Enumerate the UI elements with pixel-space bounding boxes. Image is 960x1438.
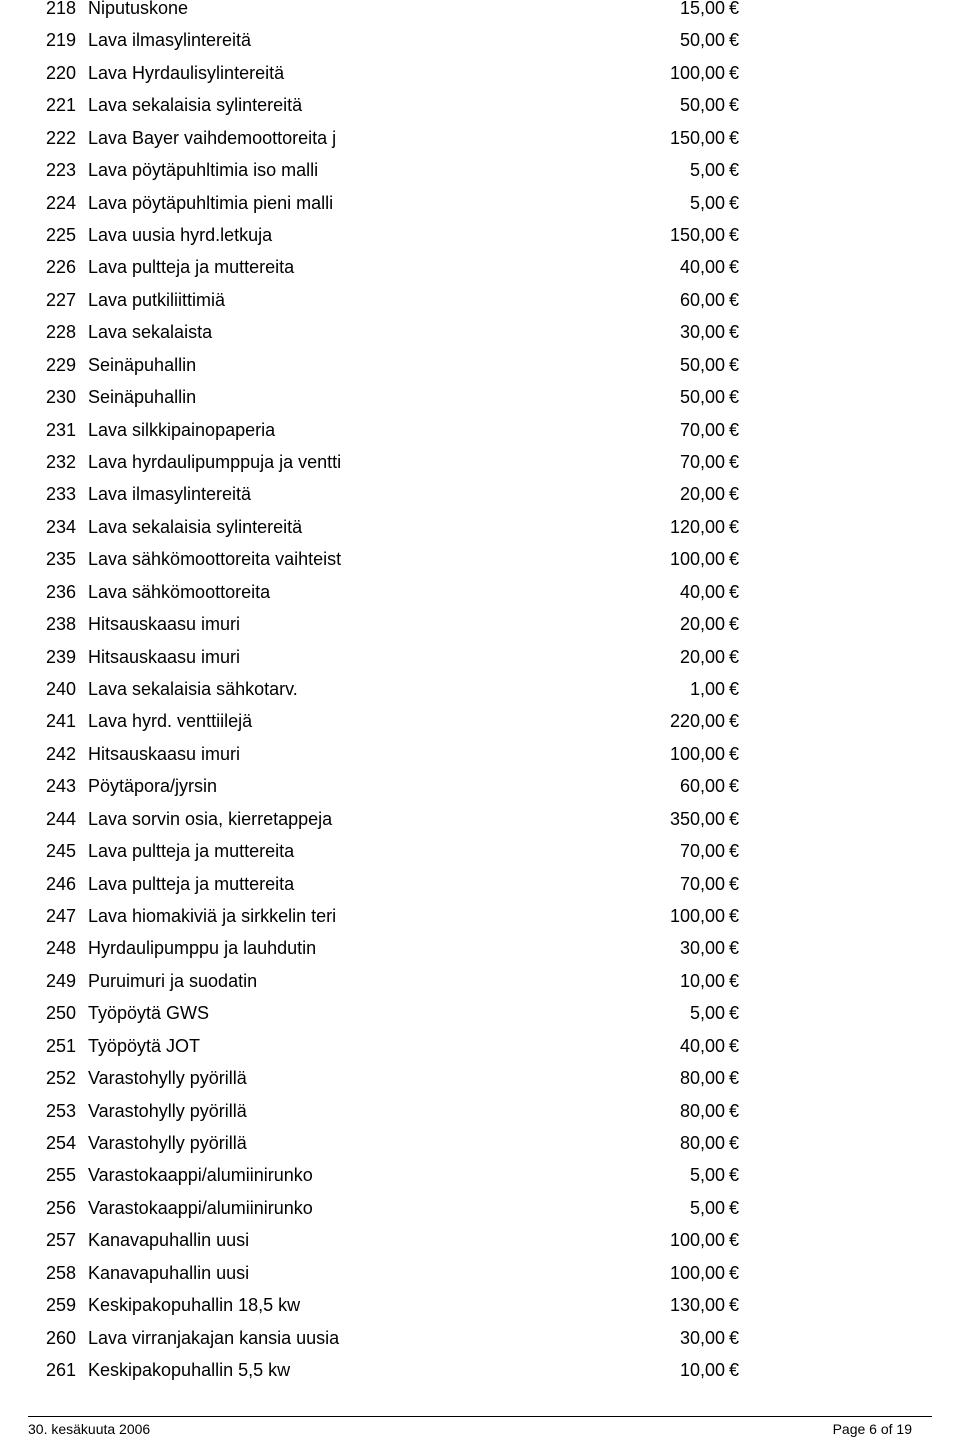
item-number: 239 xyxy=(45,646,76,667)
item-number: 261 xyxy=(45,1360,76,1381)
euro-icon: € xyxy=(729,62,740,83)
item-description: Lava sekalaisia sylintereitä xyxy=(88,516,303,537)
item-number: 226 xyxy=(45,257,76,278)
item-description: Niputuskone xyxy=(88,0,189,18)
item-number: 231 xyxy=(45,419,76,440)
table-row xyxy=(0,771,960,801)
item-amount: 80,00 xyxy=(679,1133,725,1154)
table-row xyxy=(0,90,960,120)
item-number: 259 xyxy=(45,1295,76,1316)
euro-icon: € xyxy=(729,160,740,181)
item-number: 255 xyxy=(45,1165,76,1186)
item-description: Lava pöytäpuhltimia pieni malli xyxy=(88,192,334,213)
table-row xyxy=(0,447,960,477)
item-description: Hitsauskaasu imuri xyxy=(88,743,241,764)
item-description: Lava hyrd. venttiilejä xyxy=(88,711,253,732)
item-amount: 220,00 xyxy=(669,711,725,732)
euro-icon: € xyxy=(729,1360,740,1381)
euro-icon: € xyxy=(729,873,740,894)
table-row xyxy=(0,1225,960,1255)
euro-icon: € xyxy=(729,841,740,862)
item-amount: 100,00 xyxy=(669,62,725,83)
item-number: 258 xyxy=(45,1262,76,1283)
euro-icon: € xyxy=(729,1327,740,1348)
euro-icon: € xyxy=(729,0,740,18)
euro-icon: € xyxy=(729,322,740,343)
item-description: Seinäpuhallin xyxy=(88,354,197,375)
item-number: 232 xyxy=(45,452,76,473)
item-amount: 100,00 xyxy=(669,906,725,927)
item-description: Hitsauskaasu imuri xyxy=(88,646,241,667)
euro-icon: € xyxy=(729,30,740,51)
euro-icon: € xyxy=(729,1262,740,1283)
table-row xyxy=(0,252,960,282)
item-description: Lava virranjakajan kansia uusia xyxy=(88,1327,340,1348)
item-amount: 50,00 xyxy=(679,30,725,51)
item-description: Lava sorvin osia, kierretappeja xyxy=(88,808,333,829)
item-amount: 120,00 xyxy=(669,516,725,537)
item-amount: 50,00 xyxy=(679,95,725,116)
euro-icon: € xyxy=(729,516,740,537)
item-amount: 5,00 xyxy=(689,160,725,181)
item-description: Hitsauskaasu imuri xyxy=(88,614,241,635)
item-amount: 100,00 xyxy=(669,1230,725,1251)
item-description: Työpöytä JOT xyxy=(88,1035,201,1056)
table-row xyxy=(0,674,960,704)
euro-icon: € xyxy=(729,1165,740,1186)
item-number: 244 xyxy=(45,808,76,829)
item-number: 253 xyxy=(45,1100,76,1121)
item-number: 246 xyxy=(45,873,76,894)
euro-icon: € xyxy=(729,95,740,116)
item-description: Lava Bayer vaihdemoottoreita j xyxy=(88,127,337,148)
item-description: Lava sähkömoottoreita vaihteist xyxy=(88,549,342,570)
table-row xyxy=(0,1063,960,1093)
item-description: Lava pultteja ja muttereita xyxy=(88,257,295,278)
item-description: Kanavapuhallin uusi xyxy=(88,1230,250,1251)
item-description: Lava pultteja ja muttereita xyxy=(88,873,295,894)
euro-icon: € xyxy=(729,711,740,732)
item-number: 254 xyxy=(45,1133,76,1154)
item-amount: 20,00 xyxy=(679,484,725,505)
footer-date: 30. kesäkuuta 2006 xyxy=(28,1421,151,1437)
item-description: Seinäpuhallin xyxy=(88,387,197,408)
table-row xyxy=(0,415,960,445)
euro-icon: € xyxy=(729,225,740,245)
item-number: 234 xyxy=(45,516,76,537)
item-amount: 15,00 xyxy=(679,0,725,18)
item-number: 243 xyxy=(45,776,76,797)
table-row xyxy=(0,1031,960,1061)
euro-icon: € xyxy=(729,646,740,667)
item-description: Varastohylly pyörillä xyxy=(88,1133,247,1154)
item-description: Lava sähkömoottoreita xyxy=(88,581,271,602)
table-row xyxy=(0,1290,960,1320)
item-amount: 30,00 xyxy=(679,1327,725,1348)
item-number: 230 xyxy=(45,387,76,408)
euro-icon: € xyxy=(729,127,740,148)
item-description: Lava sekalaisia sähkotarv. xyxy=(88,679,298,700)
item-amount: 350,00 xyxy=(669,808,725,829)
footer-divider xyxy=(28,1416,932,1417)
item-amount: 70,00 xyxy=(679,841,725,862)
euro-icon: € xyxy=(729,906,740,927)
item-number: 250 xyxy=(45,1003,76,1024)
item-number: 233 xyxy=(45,484,76,505)
table-row xyxy=(0,0,960,23)
euro-icon: € xyxy=(729,419,740,440)
item-amount: 80,00 xyxy=(679,1068,725,1089)
table-row xyxy=(0,544,960,574)
item-number: 257 xyxy=(45,1230,76,1251)
table-row xyxy=(0,220,960,250)
euro-icon: € xyxy=(729,808,740,829)
table-row xyxy=(0,1193,960,1223)
euro-icon: € xyxy=(729,1197,740,1218)
item-number: 252 xyxy=(45,1068,76,1089)
euro-icon: € xyxy=(729,289,740,310)
item-amount: 50,00 xyxy=(679,354,725,375)
item-amount: 20,00 xyxy=(679,646,725,667)
table-row xyxy=(0,1323,960,1353)
item-amount: 30,00 xyxy=(679,322,725,343)
item-number: 218 xyxy=(45,0,76,18)
euro-icon: € xyxy=(729,549,740,570)
item-amount: 80,00 xyxy=(679,1100,725,1121)
item-amount: 10,00 xyxy=(679,1360,725,1381)
item-amount: 70,00 xyxy=(679,873,725,894)
item-description: Lava hiomakiviä ja sirkkelin teri xyxy=(88,906,337,927)
euro-icon: € xyxy=(729,679,740,700)
item-number: 235 xyxy=(45,549,76,570)
table-row xyxy=(0,966,960,996)
item-amount: 1,00 xyxy=(689,679,725,700)
table-row xyxy=(0,188,960,218)
footer-page-number: Page 6 of 19 xyxy=(832,1421,912,1437)
item-amount: 150,00 xyxy=(669,225,725,245)
table-row xyxy=(0,285,960,315)
item-number: 223 xyxy=(45,160,76,181)
item-amount: 5,00 xyxy=(689,1003,725,1024)
euro-icon: € xyxy=(729,776,740,797)
item-number: 228 xyxy=(45,322,76,343)
table-row xyxy=(0,901,960,931)
item-number: 256 xyxy=(45,1197,76,1218)
table-row xyxy=(0,382,960,412)
table-row xyxy=(0,1160,960,1190)
table-row xyxy=(0,1355,960,1385)
item-number: 221 xyxy=(45,95,76,116)
item-amount: 60,00 xyxy=(679,289,725,310)
item-number: 240 xyxy=(45,679,76,700)
table-row xyxy=(0,1128,960,1158)
item-number: 225 xyxy=(45,225,76,245)
item-amount: 30,00 xyxy=(679,938,725,959)
item-amount: 100,00 xyxy=(669,1262,725,1283)
item-description: Varastokaappi/alumiinirunko xyxy=(88,1197,313,1218)
item-amount: 100,00 xyxy=(669,743,725,764)
euro-icon: € xyxy=(729,354,740,375)
euro-icon: € xyxy=(729,387,740,408)
item-description: Lava pöytäpuhltimia iso malli xyxy=(88,160,319,181)
euro-icon: € xyxy=(729,614,740,635)
item-description: Lava sekalaisia sylintereitä xyxy=(88,95,303,116)
table-row xyxy=(0,609,960,639)
table-row xyxy=(0,350,960,380)
item-amount: 70,00 xyxy=(679,452,725,473)
euro-icon: € xyxy=(729,1133,740,1154)
table-row xyxy=(0,836,960,866)
euro-icon: € xyxy=(729,1035,740,1056)
item-description: Lava ilmasylintereitä xyxy=(88,30,252,51)
euro-icon: € xyxy=(729,257,740,278)
item-description: Lava pultteja ja muttereita xyxy=(88,841,295,862)
table-row xyxy=(0,479,960,509)
item-number: 245 xyxy=(45,841,76,862)
item-amount: 5,00 xyxy=(689,192,725,213)
table-row xyxy=(0,25,960,55)
item-number: 242 xyxy=(45,743,76,764)
table-row xyxy=(0,804,960,834)
item-description: Työpöytä GWS xyxy=(88,1003,210,1024)
item-number: 222 xyxy=(45,127,76,148)
table-row xyxy=(0,155,960,185)
item-amount: 70,00 xyxy=(679,419,725,440)
table-row xyxy=(0,58,960,88)
item-number: 224 xyxy=(45,192,76,213)
table-row xyxy=(0,869,960,899)
euro-icon: € xyxy=(729,938,740,959)
item-amount: 40,00 xyxy=(679,1035,725,1056)
euro-icon: € xyxy=(729,581,740,602)
item-amount: 5,00 xyxy=(689,1165,725,1186)
item-amount: 5,00 xyxy=(689,1197,725,1218)
item-number: 236 xyxy=(45,581,76,602)
item-description: Lava hyrdaulipumppuja ja ventti xyxy=(88,452,342,473)
item-description: Hyrdaulipumppu ja lauhdutin xyxy=(88,938,317,959)
item-number: 220 xyxy=(45,62,76,83)
table-row xyxy=(0,739,960,769)
item-amount: 20,00 xyxy=(679,614,725,635)
item-amount: 40,00 xyxy=(679,581,725,602)
item-description: Lava putkiliittimiä xyxy=(88,289,226,310)
item-number: 241 xyxy=(45,711,76,732)
item-description: Lava sekalaista xyxy=(88,322,213,343)
item-description: Kanavapuhallin uusi xyxy=(88,1262,250,1283)
item-number: 247 xyxy=(45,906,76,927)
euro-icon: € xyxy=(729,1100,740,1121)
item-description: Varastokaappi/alumiinirunko xyxy=(88,1165,313,1186)
item-amount: 40,00 xyxy=(679,257,725,278)
item-amount: 60,00 xyxy=(679,776,725,797)
euro-icon: € xyxy=(729,484,740,505)
table-row xyxy=(0,998,960,1028)
item-number: 227 xyxy=(45,289,76,310)
item-description: Puruimuri ja suodatin xyxy=(88,970,258,991)
euro-icon: € xyxy=(729,1230,740,1251)
item-amount: 10,00 xyxy=(679,970,725,991)
item-description: Varastohylly pyörillä xyxy=(88,1068,247,1089)
table-row xyxy=(0,642,960,672)
euro-icon: € xyxy=(729,743,740,764)
euro-icon: € xyxy=(729,1003,740,1024)
item-number: 251 xyxy=(45,1035,76,1056)
table-row xyxy=(0,933,960,963)
item-description: Lava silkkipainopaperia xyxy=(88,419,276,440)
item-amount: 50,00 xyxy=(679,387,725,408)
euro-icon: € xyxy=(729,1295,740,1316)
item-description: Lava Hyrdaulisylintereitä xyxy=(88,62,285,83)
table-row xyxy=(0,1258,960,1288)
table-row xyxy=(0,512,960,542)
item-number: 248 xyxy=(45,938,76,959)
euro-icon: € xyxy=(729,192,740,213)
item-number: 238 xyxy=(45,614,76,635)
euro-icon: € xyxy=(729,970,740,991)
item-amount: 100,00 xyxy=(669,549,725,570)
item-description: Pöytäpora/jyrsin xyxy=(88,776,218,797)
item-amount: 130,00 xyxy=(669,1295,725,1316)
item-number: 219 xyxy=(45,30,76,51)
table-row xyxy=(0,123,960,153)
item-number: 260 xyxy=(45,1327,76,1348)
euro-icon: € xyxy=(729,1068,740,1089)
euro-icon: € xyxy=(729,452,740,473)
item-number: 229 xyxy=(45,354,76,375)
table-row xyxy=(0,317,960,347)
table-row xyxy=(0,577,960,607)
item-description: Keskipakopuhallin 18,5 kw xyxy=(88,1295,301,1316)
item-description: Keskipakopuhallin 5,5 kw xyxy=(88,1360,291,1381)
table-row xyxy=(0,1096,960,1126)
item-description: Lava uusia hyrd.letkuja xyxy=(88,225,273,245)
item-description: Varastohylly pyörillä xyxy=(88,1100,247,1121)
item-number: 249 xyxy=(45,970,76,991)
item-amount: 150,00 xyxy=(669,127,725,148)
table-row xyxy=(0,706,960,736)
item-description: Lava ilmasylintereitä xyxy=(88,484,252,505)
